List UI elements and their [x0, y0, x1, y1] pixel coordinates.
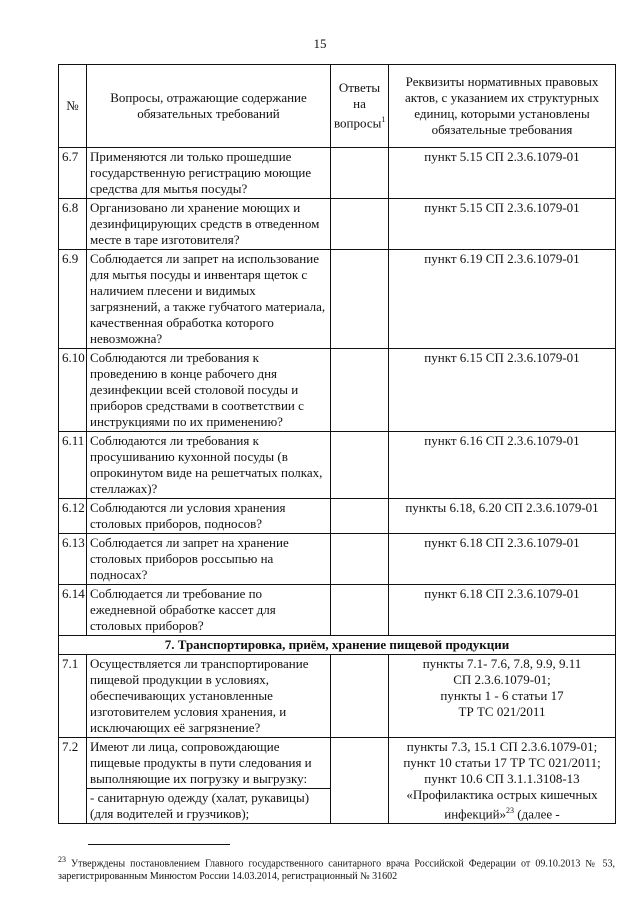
- table-row: [59, 585, 616, 636]
- row-question: Соблюдается ли запрет на использование для мытья посуды и инвентаря щеток с наличием плесени и видимых загрязнений, а также губчатого материала, качественная обработка которого невозможна?: [87, 250, 331, 349]
- header-answers: [331, 65, 389, 148]
- reference-line: «Профилактика острых кишечных: [406, 787, 598, 802]
- row-number: 6.12: [59, 499, 87, 534]
- header-answers-text: Ответы на вопросы: [334, 80, 382, 131]
- reference-tail: (далее -: [514, 806, 560, 822]
- row-answer-cell[interactable]: [331, 499, 389, 534]
- section-heading-row: [59, 636, 616, 655]
- reference-line: пункт 10 статьи 17 ТР ТС 021/2011;: [403, 755, 601, 770]
- table-row: [59, 349, 616, 432]
- table-row: [59, 499, 616, 534]
- table-row: [59, 432, 616, 499]
- row-reference: пункт 6.18 СП 2.3.6.1079-01: [389, 534, 616, 585]
- row-reference: [389, 655, 616, 738]
- row-answer-cell[interactable]: [331, 432, 389, 499]
- footnote-divider: [88, 844, 230, 845]
- row-answer-cell[interactable]: [331, 250, 389, 349]
- table-row: [59, 250, 616, 349]
- row-reference: [389, 738, 616, 824]
- reference-line: [392, 803, 612, 822]
- reference-line: пункты 1 - 6 статьи 17: [440, 688, 564, 703]
- row-reference: пункт 5.15 СП 2.3.6.1079-01: [389, 199, 616, 250]
- header-questions: Вопросы, отражающие содержание обязательных требований: [87, 65, 331, 148]
- row-question: Осуществляется ли транспортирование пищевой продукции в условиях, обеспечивающих установленные изготовителем условия хранения, и исключающих её загрязнение?: [87, 655, 331, 738]
- row-number: 6.9: [59, 250, 87, 349]
- row-answer-cell[interactable]: [331, 738, 389, 824]
- footnote-text: Утверждены постановлением Главного государственного санитарного врача Российской Федерации от 09.10.2013 № 53, зарегистрированным Минюстом России 14.03.2014, регистрационный № 31602: [58, 858, 615, 883]
- reference-line: пункт 10.6 СП 3.1.1.3108-13: [424, 771, 580, 786]
- row-question: Соблюдаются ли требования к проведению в конце рабочего дня дезинфекции всей столовой посуды и приборов средствами в соответствии с инструкциями по их применению?: [87, 349, 331, 432]
- reference-line: СП 2.3.6.1079-01;: [453, 672, 551, 687]
- row-answer-cell[interactable]: [331, 349, 389, 432]
- reference-text: инфекций»: [444, 806, 507, 822]
- row-answer-cell[interactable]: [331, 585, 389, 636]
- table-row: [59, 534, 616, 585]
- table-row: [59, 148, 616, 199]
- row-reference: пункт 6.19 СП 2.3.6.1079-01: [389, 250, 616, 349]
- row-number: 6.14: [59, 585, 87, 636]
- row-question: Соблюдаются ли требования к просушиванию кухонной посуды (в опрокинутом виде на решетчатых полках, стеллажах)?: [87, 432, 331, 499]
- row-question: Соблюдается ли требование по ежедневной обработке кассет для столовых приборов?: [87, 585, 331, 636]
- header-answers-footnote-mark: 1: [381, 115, 386, 125]
- row-number: 7.1: [59, 655, 87, 738]
- row-number: 6.13: [59, 534, 87, 585]
- row-reference: пункт 6.18 СП 2.3.6.1079-01: [389, 585, 616, 636]
- section-7-title: 7. Транспортировка, приём, хранение пищевой продукции: [59, 636, 616, 655]
- row-sub-question: - санитарную одежду (халат, рукавицы) (для водителей и грузчиков);: [87, 789, 331, 824]
- reference-line: ТР ТС 021/2011: [458, 704, 546, 719]
- row-answer-cell[interactable]: [331, 148, 389, 199]
- table-row: [59, 199, 616, 250]
- row-number: 7.2: [59, 738, 87, 824]
- row-number: 6.10: [59, 349, 87, 432]
- row-question: Применяются ли только прошедшие государственную регистрацию моющие средства для мытья посуды?: [87, 148, 331, 199]
- header-requisites: Реквизиты нормативных правовых актов, с указанием их структурных единиц, которыми установлены обязательные требования: [389, 65, 616, 148]
- table-row: [59, 655, 616, 738]
- row-reference: пункт 6.16 СП 2.3.6.1079-01: [389, 432, 616, 499]
- row-number: 6.8: [59, 199, 87, 250]
- row-question: Соблюдаются ли условия хранения столовых приборов, подносов?: [87, 499, 331, 534]
- header-number: №: [59, 65, 87, 148]
- page-number: 15: [313, 36, 327, 51]
- footnote-mark: 23: [58, 855, 66, 864]
- table-row: [59, 738, 616, 789]
- row-reference: пункт 5.15 СП 2.3.6.1079-01: [389, 148, 616, 199]
- row-question: Имеют ли лица, сопровождающие пищевые продукты в пути следования и выполняющие их погрузку и выгрузку:: [87, 738, 331, 789]
- row-question: Организовано ли хранение моющих и дезинфицирующих средств в отведенном месте в таре изготовителя?: [87, 199, 331, 250]
- reference-line: пункты 7.1- 7.6, 7.8, 9.9, 9.11: [422, 656, 582, 671]
- footnote: [58, 853, 615, 883]
- row-answer-cell[interactable]: [331, 534, 389, 585]
- row-answer-cell[interactable]: [331, 655, 389, 738]
- row-answer-cell[interactable]: [331, 199, 389, 250]
- row-number: 6.11: [59, 432, 87, 499]
- row-question: Соблюдается ли запрет на хранение столовых приборов россыпью на подносах?: [87, 534, 331, 585]
- row-number: 6.7: [59, 148, 87, 199]
- reference-line: пункты 7.3, 15.1 СП 2.3.6.1079-01;: [406, 739, 598, 754]
- table-header-row: [59, 65, 616, 148]
- requirements-checklist-table: [58, 64, 616, 824]
- reference-footnote-mark: 23: [506, 806, 515, 815]
- row-reference: пункт 6.15 СП 2.3.6.1079-01: [389, 349, 616, 432]
- row-reference: пункты 6.18, 6.20 СП 2.3.6.1079-01: [389, 499, 616, 534]
